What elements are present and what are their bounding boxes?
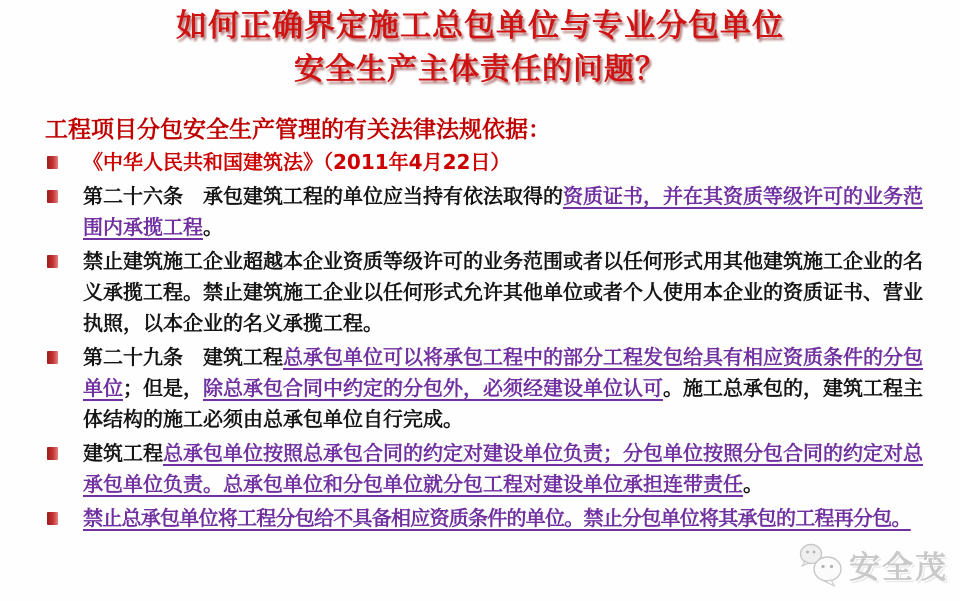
legal-link-text[interactable]: 总承包单位按照总承包合同的约定对建设单位负责；分包单位按照分包合同的约定对总承包单位负责。总承包单位和分包单位就分包工程对建设单位承担连带责任 — [83, 441, 923, 496]
bullet-marker — [47, 156, 58, 169]
bullet-marker — [47, 190, 58, 203]
legal-link-text[interactable]: 除总承包合同中约定的分包外，必须经建设单位认可 — [203, 376, 663, 400]
bullet-segment: ；但是， — [123, 376, 203, 400]
bullet-item — [45, 246, 925, 339]
bullet-segment: 。施工总承包的，建筑工程主体结构的施工必须由总承包单位自行完成。 — [83, 376, 923, 431]
bullet-item — [45, 342, 925, 435]
slide-content — [0, 115, 960, 534]
bullet-text — [83, 503, 925, 534]
bullet-text — [83, 147, 925, 178]
bullet-list — [45, 147, 925, 534]
legal-link-text[interactable]: 禁止总承包单位将工程分包给不具备相应资质条件的单位。禁止分包单位将其承包的工程再分包。 — [83, 506, 911, 530]
bullet-text — [83, 438, 925, 500]
bullet-segment: 第二十九条 建筑工程 — [83, 345, 283, 369]
brand-watermark — [798, 539, 948, 589]
bullet-item — [45, 438, 925, 500]
bullet-segment: 建筑工程 — [83, 441, 163, 465]
bullet-text — [83, 246, 925, 339]
title-line-1: 如何正确界定施工总包单位与专业分包单位 — [176, 8, 784, 44]
bullet-text — [83, 342, 925, 435]
bullet-segment: 第二十六条 承包建筑工程的单位应当持有依法取得的 — [83, 184, 563, 208]
bullet-marker — [47, 255, 58, 268]
brand-name: 安全茂 — [849, 549, 948, 586]
bullet-item — [45, 147, 925, 178]
wechat-bubbles-icon — [798, 539, 844, 589]
title-line-2: 安全生产主体责任的问题？ — [294, 52, 666, 87]
legal-link-text[interactable]: 总承包单位可以将承包工程中的部分工程发包给具有相应资质条件的分包单位 — [83, 345, 923, 400]
bullet-segment: 。 — [203, 215, 223, 239]
bullet-text — [83, 181, 925, 243]
bullet-marker — [47, 447, 58, 460]
bullet-item — [45, 181, 925, 243]
slide-title — [0, 0, 960, 91]
bullet-marker — [47, 512, 58, 525]
bullet-segment: 。 — [743, 472, 763, 496]
bullet-segment: 《中华人民共和国建筑法》（2011年4月22日） — [83, 150, 511, 174]
legal-link-text[interactable]: 资质证书，并在其资质等级许可的业务范围内承揽工程 — [83, 184, 923, 239]
bullet-item — [45, 503, 925, 534]
bullet-marker — [47, 351, 58, 364]
bullet-segment: 禁止建筑施工企业超越本企业资质等级许可的业务范围或者以任何形式用其他建筑施工企业的名义承揽工程。禁止建筑施工企业以任何形式允许其他单位或者个人使用本企业的资质证书、营业执照，以本企业的名义承揽工程。 — [83, 249, 923, 335]
section-heading: 工程项目分包安全生产管理的有关法律法规依据： — [45, 117, 551, 143]
